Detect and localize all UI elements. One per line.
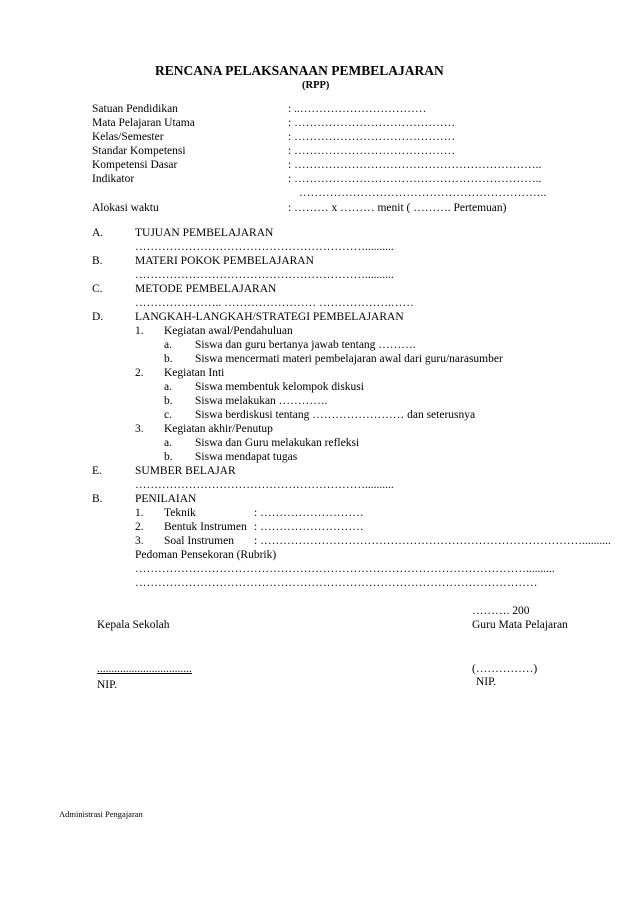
- penilaian-label: Teknik: [164, 507, 196, 519]
- section-letter: C.: [92, 283, 103, 295]
- substep-text: Siswa dan guru bertanya jawab tentang ……….: [195, 339, 416, 351]
- section-letter: B.: [92, 493, 103, 505]
- substep-letter: b.: [164, 395, 173, 407]
- document-title: RENCANA PELAKSANAAN PEMBELAJARAN: [155, 63, 444, 78]
- rubrik-dots: …………………………………………………………………………………………..........: [135, 563, 555, 575]
- penilaian-value: : ………………………: [254, 521, 364, 533]
- section-dots: ………………….. …………………… ……………….……: [135, 297, 414, 309]
- section-letter: E.: [92, 465, 102, 477]
- section-title: PENILAIAN: [135, 493, 197, 505]
- section-letter: B.: [92, 255, 103, 267]
- section-letter: D.: [92, 311, 104, 323]
- identity-value: : ………………………………………………………..: [288, 159, 542, 171]
- identity-label: Kelas/Semester: [92, 131, 164, 143]
- identity-label: Mata Pelajaran Utama: [92, 117, 195, 129]
- rubrik-dots: ……………………………………………………………………………………………: [135, 577, 538, 589]
- headmaster-role: Kepala Sekolah: [97, 619, 170, 631]
- substep-letter: a.: [164, 381, 172, 393]
- step-title: Kegiatan Inti: [164, 367, 225, 379]
- alokasi-label: Alokasi waktu: [92, 202, 159, 214]
- section-title: METODE PEMBELAJARAN: [135, 283, 277, 295]
- document-subtitle: (RPP): [302, 80, 330, 91]
- section-title: TUJUAN PEMBELAJARAN: [135, 227, 274, 239]
- identity-value: : ..……………………………: [288, 103, 427, 115]
- section-dots: ……………………………………………………..........: [135, 241, 394, 253]
- penilaian-number: 1.: [135, 507, 144, 519]
- penilaian-number: 3.: [135, 535, 144, 547]
- headmaster-nip: NIP.: [97, 679, 118, 691]
- teacher-name: (……………): [472, 663, 538, 675]
- identity-value: : ……………………………………: [288, 131, 456, 143]
- section-title: LANGKAH-LANGKAH/STRATEGI PEMBELAJARAN: [135, 311, 404, 323]
- identity-continuation: ………………………………………………………..: [299, 187, 547, 199]
- substep-text: Siswa dan Guru melakukan refleksi: [195, 437, 360, 449]
- section-dots: ……………………………………………………..........: [135, 269, 394, 281]
- step-number: 3.: [135, 423, 144, 435]
- substep-letter: a.: [164, 339, 172, 351]
- penilaian-value: : ………………………: [254, 507, 364, 519]
- identity-label: Satuan Pendidikan: [92, 103, 178, 115]
- alokasi-value: : ……… x ……… menit ( ………. Pertemuan): [288, 202, 507, 214]
- substep-text: Siswa membentuk kelompok diskusi: [195, 381, 364, 393]
- rubrik-label: Pedoman Pensekoran (Rubrik): [135, 549, 277, 561]
- substep-text: Siswa mendapat tugas: [195, 451, 298, 463]
- identity-label: Indikator: [92, 173, 135, 185]
- substep-text: Siswa melakukan ………….: [195, 395, 328, 407]
- step-number: 1.: [135, 325, 144, 337]
- identity-label: Standar Kompetensi: [92, 145, 186, 157]
- identity-value: : ……………………………………: [288, 117, 456, 129]
- section-title: MATERI POKOK PEMBELAJARAN: [135, 255, 314, 267]
- penilaian-label: Bentuk Instrumen: [164, 521, 247, 533]
- step-number: 2.: [135, 367, 144, 379]
- substep-letter: b.: [164, 353, 173, 365]
- substep-letter: c.: [164, 409, 172, 421]
- penilaian-value: : …………………………………………………………………………..........: [254, 535, 611, 547]
- headmaster-name: .................................: [97, 663, 192, 675]
- teacher-role: Guru Mata Pelajaran: [472, 619, 568, 631]
- section-title: SUMBER BELAJAR: [135, 465, 236, 477]
- step-title: Kegiatan akhir/Penutup: [164, 423, 273, 435]
- penilaian-label: Soal Instrumen: [164, 535, 234, 547]
- step-title: Kegiatan awal/Pendahuluan: [164, 325, 293, 337]
- substep-text: Siswa berdiskusi tentang …………………… dan seterusnya: [195, 409, 476, 421]
- substep-letter: b.: [164, 451, 173, 463]
- penilaian-number: 2.: [135, 521, 144, 533]
- substep-letter: a.: [164, 437, 172, 449]
- identity-value: : ……………………………………: [288, 145, 456, 157]
- identity-label: Kompetensi Dasar: [92, 159, 178, 171]
- teacher-nip: NIP.: [476, 676, 497, 688]
- identity-value: : ………………………………………………………..: [288, 173, 542, 185]
- signature-date: ………. 200: [472, 605, 530, 617]
- section-letter: A.: [92, 227, 104, 239]
- page-footer: Administrasi Pengajaran: [59, 809, 143, 819]
- substep-text: Siswa mencermati materi pembelajaran awal dari guru/narasumber: [195, 353, 503, 365]
- section-dots: ……………………………………………………..........: [135, 479, 394, 491]
